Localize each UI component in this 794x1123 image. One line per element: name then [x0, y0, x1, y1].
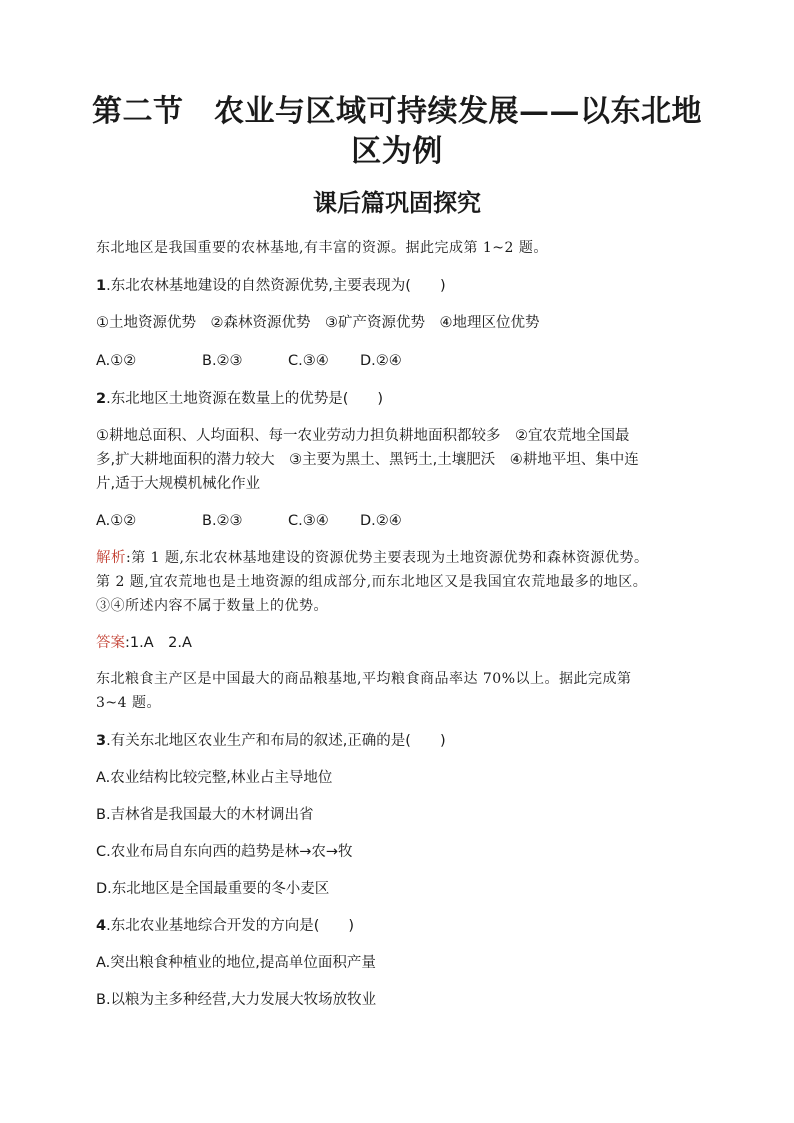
- question-text: .东北农业基地综合开发的方向是( ): [106, 918, 355, 934]
- title-line-2: 区为例: [351, 134, 443, 169]
- question-1: [96, 274, 702, 298]
- question-3-option-c: C.农业布局自东向西的趋势是林→农→牧: [96, 844, 353, 860]
- section-subtitle: 课后篇巩固探究: [313, 188, 481, 217]
- question-number: 4: [96, 918, 107, 934]
- answer-label: 答案: [96, 635, 125, 651]
- question-3: [96, 729, 702, 753]
- question-2-options: [96, 509, 702, 533]
- analysis-line-3: ③④所述内容不属于数量上的优势。: [96, 598, 328, 614]
- question-number: 2: [96, 391, 107, 407]
- analysis-text: :第 1 题,东北农林基地建设的资源优势主要表现为土地资源优势和森林资源优势。: [126, 550, 649, 566]
- question-4: [96, 914, 702, 938]
- question-3-option-d: D.东北地区是全国最重要的冬小麦区: [96, 881, 330, 897]
- question-text: .东北农林基地建设的自然资源优势,主要表现为( ): [106, 278, 446, 294]
- question-2: [96, 387, 702, 411]
- analysis-label: 解析: [96, 550, 126, 566]
- intro-3-4-line-2: 3~4 题。: [96, 695, 161, 711]
- question-text: .东北地区土地资源在数量上的优势是( ): [106, 391, 384, 407]
- option-c: C.③④: [288, 353, 329, 369]
- page-title: [60, 92, 734, 172]
- question-4-option-a: A.突出粮食种植业的地位,提高单位面积产量: [96, 955, 376, 971]
- question-1-items: ①土地资源优势 ②森林资源优势 ③矿产资源优势 ④地理区位优势: [96, 315, 540, 331]
- question-2-items-line-3: 片,适于大规模机械化作业: [96, 476, 261, 492]
- option-d: D.②④: [360, 353, 402, 369]
- question-text: .有关东北地区农业生产和布局的叙述,正确的是( ): [106, 733, 446, 749]
- answer-line: [96, 631, 702, 655]
- option-d: D.②④: [360, 513, 402, 529]
- question-2-items-line-1: ①耕地总面积、人均面积、每一农业劳动力担负耕地面积都较多 ②宜农荒地全国最: [96, 428, 630, 444]
- option-a: A.①②: [96, 353, 137, 369]
- title-line-1: 第二节 农业与区域可持续发展——以东北地: [92, 94, 702, 129]
- question-number: 3: [96, 733, 107, 749]
- intro-3-4-line-1: 东北粮食主产区是中国最大的商品粮基地,平均粮食商品率达 70%以上。据此完成第: [96, 671, 632, 687]
- question-3-option-a: A.农业结构比较完整,林业占主导地位: [96, 770, 333, 786]
- option-b: B.②③: [202, 353, 243, 369]
- intro-1-2: 东北地区是我国重要的农林基地,有丰富的资源。据此完成第 1~2 题。: [96, 240, 548, 256]
- question-1-options: [96, 349, 702, 373]
- option-c: C.③④: [288, 513, 329, 529]
- question-number: 1: [96, 278, 107, 294]
- analysis-line-2: 第 2 题,宜农荒地也是土地资源的组成部分,而东北地区又是我国宜农荒地最多的地区。: [96, 574, 648, 590]
- option-a: A.①②: [96, 513, 137, 529]
- answer-text: :1.A 2.A: [125, 635, 192, 651]
- question-2-items-line-2: 多,扩大耕地面积的潜力较大 ③主要为黑土、黑钙土,土壤肥沃 ④耕地平坦、集中连: [96, 452, 639, 468]
- analysis-line-1: [96, 546, 702, 570]
- question-3-option-b: B.吉林省是我国最大的木材调出省: [96, 807, 314, 823]
- option-b: B.②③: [202, 513, 243, 529]
- question-4-option-b: B.以粮为主多种经营,大力发展大牧场放牧业: [96, 992, 377, 1008]
